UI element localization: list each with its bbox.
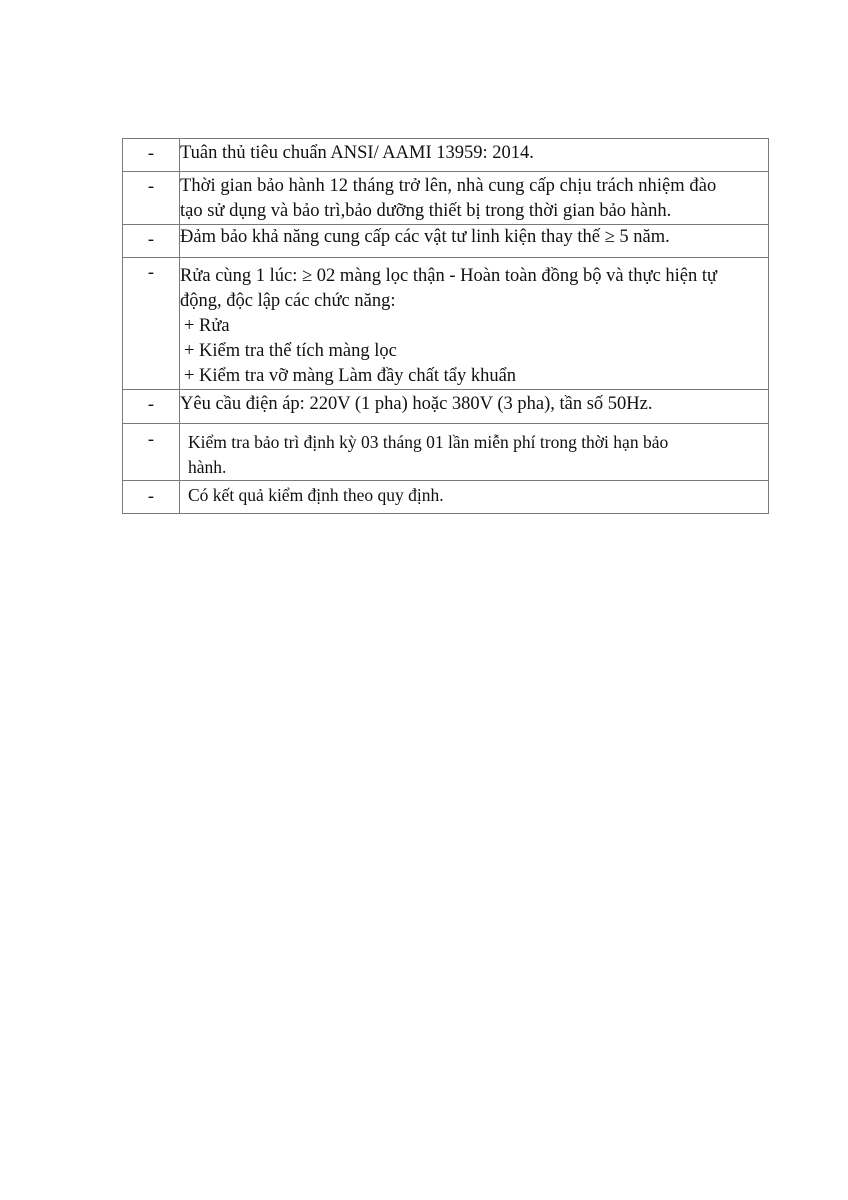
- row-text: Kiểm tra bảo trì định kỳ 03 tháng 01 lần miễn phí trong thời hạn bảo: [188, 432, 669, 452]
- row-bullet: -: [147, 487, 155, 507]
- text-cell: [180, 424, 769, 481]
- bullet-cell: [123, 225, 180, 258]
- row-text: tạo sử dụng và bảo trì,bảo dưỡng thiết bị trong thời gian bảo hành.: [180, 201, 672, 221]
- row-text: Thời gian bảo hành 12 tháng trở lên, nhà cung cấp chịu trách nhiệm đào: [180, 176, 717, 196]
- text-cell: [180, 225, 769, 258]
- row-text: + Rửa: [184, 316, 230, 336]
- text-cell: [180, 390, 769, 424]
- text-cell: [180, 258, 769, 390]
- row-text: động, độc lập các chức năng:: [180, 291, 396, 311]
- table-row: [123, 258, 769, 390]
- row-text: Yêu cầu điện áp: 220V (1 pha) hoặc 380V (3 pha), tần số 50Hz.: [180, 394, 653, 414]
- row-text: + Kiểm tra thể tích màng lọc: [184, 341, 397, 361]
- row-bullet: -: [147, 395, 155, 415]
- bullet-cell: [123, 481, 180, 514]
- table-row: [123, 481, 769, 514]
- row-text: Tuân thủ tiêu chuẩn ANSI/ AAMI 13959: 2014.: [180, 143, 534, 163]
- bullet-cell: [123, 139, 180, 172]
- bullet-cell: [123, 390, 180, 424]
- row-bullet: -: [147, 144, 155, 164]
- row-text: + Kiểm tra vỡ màng Làm đầy chất tẩy khuẩn: [184, 366, 517, 386]
- row-text: Rửa cùng 1 lúc: ≥ 02 màng lọc thận - Hoàn toàn đồng bộ và thực hiện tự: [180, 266, 718, 286]
- row-bullet: -: [147, 430, 155, 450]
- table-row: [123, 390, 769, 424]
- row-bullet: -: [147, 230, 155, 250]
- requirements-table: [122, 138, 769, 514]
- table-row: [123, 225, 769, 258]
- table-row: [123, 172, 769, 225]
- table-row: [123, 424, 769, 481]
- text-cell: [180, 172, 769, 225]
- bullet-cell: [123, 424, 180, 481]
- text-cell: [180, 481, 769, 514]
- bullet-cell: [123, 258, 180, 390]
- row-bullet: -: [147, 177, 155, 197]
- bullet-cell: [123, 172, 180, 225]
- row-text: Có kết quả kiểm định theo quy định.: [188, 485, 444, 505]
- row-text: hành.: [188, 457, 227, 477]
- table-row: [123, 139, 769, 172]
- text-cell: [180, 139, 769, 172]
- row-text: Đảm bảo khả năng cung cấp các vật tư linh kiện thay thế ≥ 5 năm.: [180, 227, 670, 247]
- row-bullet: -: [147, 263, 155, 283]
